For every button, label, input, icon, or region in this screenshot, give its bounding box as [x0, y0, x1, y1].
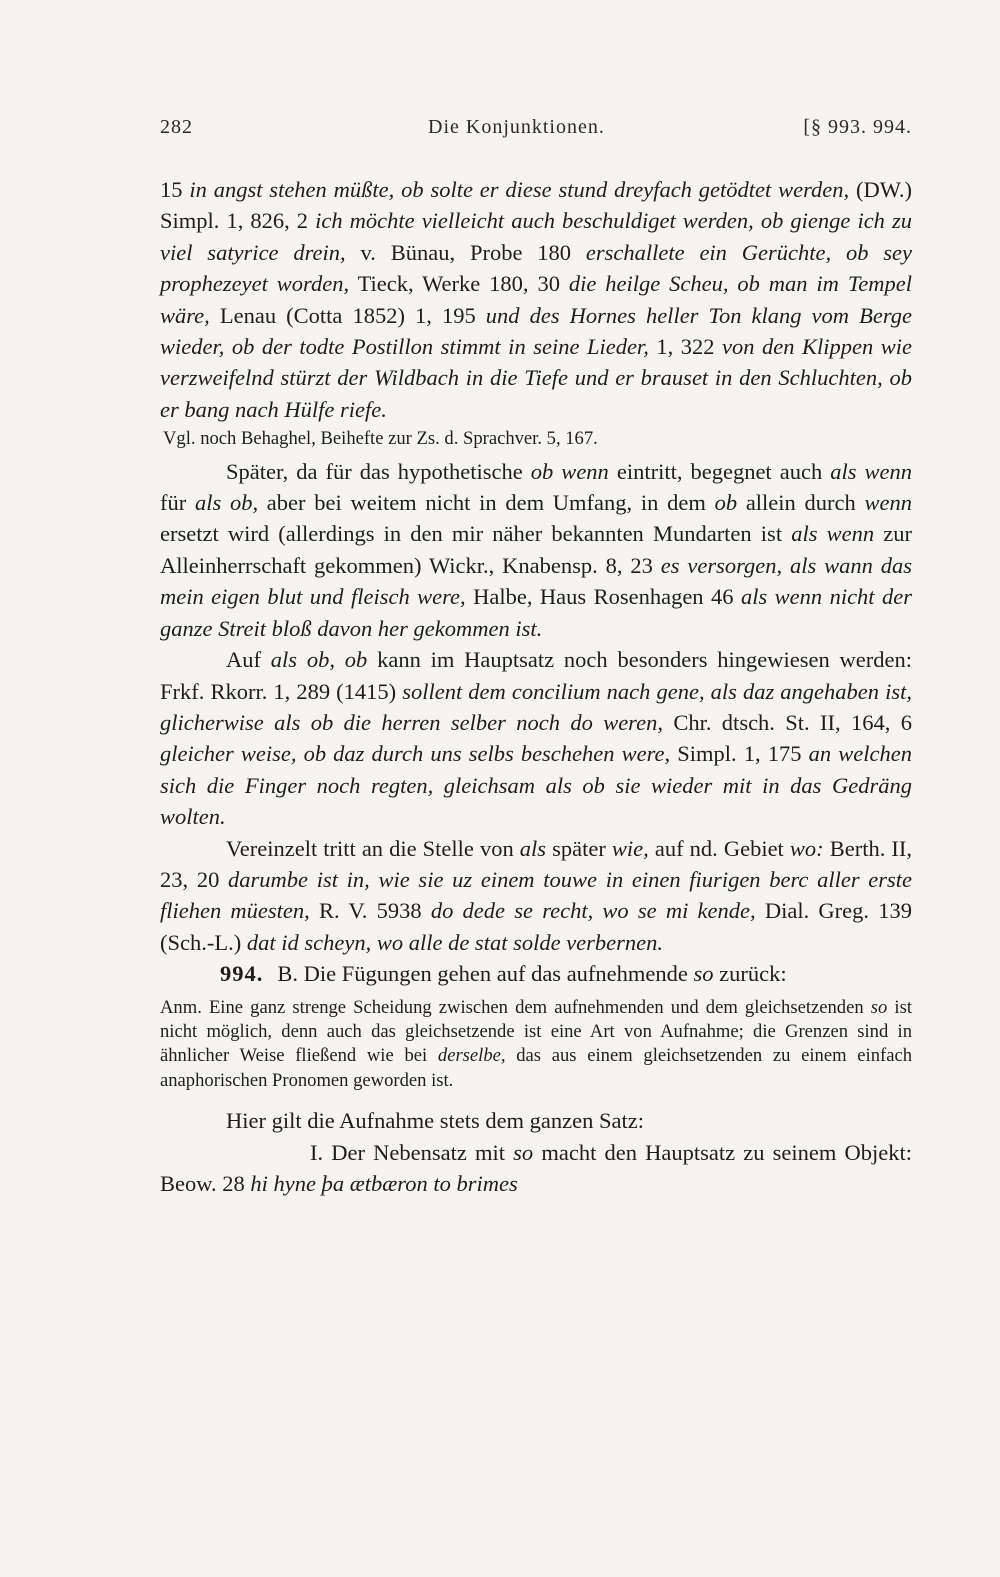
- text-run: Vereinzelt tritt an die Stelle von: [226, 835, 520, 861]
- italic-quote: als: [519, 835, 547, 861]
- text-run: B. Die Fügungen gehen auf das aufnehmende: [277, 961, 694, 987]
- section-number: 994.: [220, 961, 264, 987]
- paragraph-aufnahme: [160, 1105, 912, 1136]
- italic-quote: als ob, ob: [270, 647, 368, 673]
- text-run: Später, da für das hypothetische: [226, 458, 531, 484]
- italic-quote: als ob,: [194, 490, 259, 516]
- italic-quote: so: [513, 1139, 534, 1165]
- text-run: später: [546, 835, 612, 861]
- text-run: Auf: [226, 647, 271, 673]
- text-run: v. Bünau, Probe 180: [345, 239, 586, 265]
- italic-quote: ob: [714, 490, 738, 516]
- italic-quote: wo:: [789, 835, 824, 861]
- italic-quote: so: [870, 996, 888, 1018]
- paragraph-als-ob: [160, 644, 912, 832]
- italic-quote: ich möchte vielleicht auch beschuldiget werden, ob gienge ich zu viel satyrice drein,: [160, 208, 912, 265]
- italic-quote: darumbe ist in, wie sie uz einem touwe in einen fiurigen berc aller erste fliehen müesten,: [160, 866, 913, 924]
- text-run: zurück:: [713, 961, 787, 987]
- italic-quote: sollent dem concilium nach gene, als daz angehaben ist, glicherwise als ob die herren selber noch do weren,: [160, 678, 912, 735]
- italic-quote: do dede se recht, wo se mi kende,: [430, 898, 756, 924]
- text-run: zur Alleinherrschaft gekommen) Wickr., Knabensp. 8, 23: [160, 521, 912, 578]
- italic-quote: ob wenn: [530, 458, 609, 484]
- text-run: ersetzt wird (allerdings in den mir näher bekannten Mundarten ist: [160, 521, 792, 547]
- annotation: [160, 996, 912, 1094]
- text-run: eintritt, begegnet auch: [608, 458, 831, 484]
- text-run: Dial. Greg. 139 (Sch.-L.): [160, 898, 912, 955]
- paragraph-wie-wo: [160, 833, 912, 959]
- text-run: Berth. II, 23, 20: [160, 835, 912, 892]
- running-title: Die Konjunktionen.: [428, 116, 605, 138]
- text-run: auf nd. Gebiet: [648, 835, 790, 861]
- italic-quote: als wenn nicht der ganze Streit bloß davon her gekommen ist.: [160, 584, 912, 641]
- page-number: 282: [160, 116, 193, 138]
- italic-quote: wie,: [611, 835, 649, 861]
- italic-quote: von den Klippen wie verzweifelnd stürzt der Wildbach in die Tiefe und er brauset in den Schluchten, ob er bang nach Hülfe riefe.: [160, 334, 913, 422]
- text-run: I. Der Nebensatz mit: [310, 1139, 514, 1165]
- text-run: (DW.) Simpl. 1, 826, 2: [160, 177, 913, 234]
- text-run: Lenau (Cotta 1852) 1, 195: [209, 302, 486, 328]
- italic-quote: dat id scheyn, wo alle de stat solde verbernen.: [246, 929, 664, 955]
- text-run: 1, 322: [648, 334, 722, 360]
- italic-quote: es versorgen, als wann das mein eigen blut und fleisch were,: [160, 552, 912, 610]
- italic-quote: erschallete ein Gerüchte, ob sey prophezeyet worden,: [160, 239, 913, 297]
- text-run: ist nicht möglich, denn auch das gleichsetzende ist eine Art von Aufnahme; die Grenzen sind in ähnlicher Weise fließend wie bei: [160, 996, 912, 1067]
- reference-note: [160, 427, 912, 451]
- italic-quote: die heilge Scheu, ob man im Tempel wäre,: [160, 271, 913, 328]
- text-run: R. V. 5938: [309, 898, 431, 924]
- italic-quote: als wenn: [791, 521, 875, 547]
- italic-quote: in angst stehen müßte, ob solte er diese stund dreyfach getödtet werden,: [189, 177, 850, 202]
- text-run: macht den Hauptsatz zu seinem Objekt: Beow. 28: [160, 1139, 912, 1196]
- italic-quote: an welchen sich die Finger noch regten, gleichsam als ob sie wieder mit in das Gedräng wolten.: [160, 741, 912, 830]
- text-run: Hier gilt die Aufnahme stets dem ganzen Satz:: [226, 1108, 645, 1134]
- section-reference: [§ 993. 994.: [803, 116, 912, 138]
- text-run: aber bei weitem nicht in dem Umfang, in dem: [258, 490, 715, 516]
- paragraph-als-wenn: [160, 456, 912, 644]
- body-text: [160, 174, 912, 1199]
- italic-quote: hi hyne þa ætbæron to brimes: [250, 1171, 518, 1196]
- italic-quote: derselbe,: [437, 1045, 506, 1067]
- italic-quote: wenn: [864, 490, 912, 516]
- italic-quote: gleicher weise, ob daz durch uns selbs beschehen were,: [160, 741, 671, 767]
- italic-quote: als wenn: [830, 458, 912, 484]
- text-run: Anm. Eine ganz strenge Scheidung zwischen dem aufnehmenden und dem gleichsetzenden: [160, 996, 871, 1018]
- text-run: 15: [160, 177, 190, 202]
- italic-quote: und des Hornes heller Ton klang vom Berge wieder, ob der todte Postillon stimmt in seine Lieder,: [160, 302, 913, 360]
- section-994: [160, 958, 912, 989]
- italic-quote: so: [693, 961, 714, 987]
- text-run: Chr. dtsch. St. II, 164, 6: [662, 709, 912, 735]
- text-run: Tieck, Werke 180, 30: [349, 271, 569, 297]
- text-run: Simpl. 1, 175: [670, 741, 809, 767]
- text-run: Halbe, Haus Rosenhagen 46: [465, 584, 741, 610]
- text-run: das aus einem gleichsetzenden zu einem einfach anaphorischen Pronomen geworden ist.: [160, 1045, 912, 1091]
- text-run: allein durch: [737, 490, 865, 516]
- paragraph-nebensatz: [160, 1137, 912, 1200]
- text-run: für: [160, 490, 195, 516]
- paragraph-citations: [160, 174, 912, 425]
- text-run: kann im Hauptsatz noch besonders hingewiesen werden: Frkf. Rkorr. 1, 289 (1415): [160, 647, 912, 704]
- text-run: Vgl. noch Behaghel, Beihefte zur Zs. d. Sprachver. 5, 167.: [163, 428, 598, 450]
